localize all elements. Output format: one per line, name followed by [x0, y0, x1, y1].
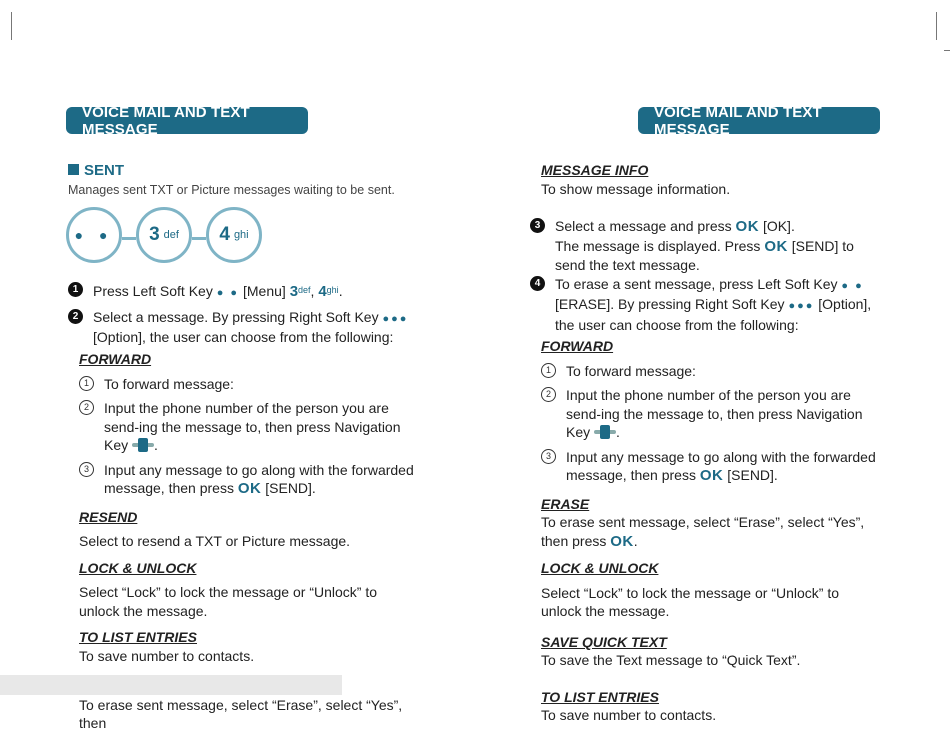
key-link [192, 237, 206, 240]
forward-item-3: 3 Input any message to go along with the forwarded message, then press OK [SEND]. [79, 461, 419, 499]
list-entries-heading: TO LIST ENTRIES [79, 629, 197, 645]
right-header-title: VOICE MAIL AND TEXT MESSAGE [654, 103, 822, 138]
resend-text: Select to resend a TXT or Picture message. [79, 533, 351, 549]
right-soft-key-icon: ●●● [382, 312, 409, 325]
save-quick-text-text: To save the Text message to “Quick Text”. [541, 652, 801, 668]
key-4-icon: 4 ghi [206, 207, 262, 263]
ok-key-icon: OK [735, 218, 760, 235]
lock-heading: LOCK & UNLOCK [541, 560, 659, 576]
right-column [541, 161, 881, 198]
ok-key-icon: OK [699, 467, 724, 484]
crop-tick [944, 50, 950, 51]
lock-text: Select “Lock” to lock the message or “Unlock” to unlock the message. [541, 584, 840, 619]
step-2: 2 Select a message. By pressing Right Soft Key ●●● [Option], the user can choose from the following: [68, 308, 418, 347]
forward-item-1: 1 To forward message: [541, 362, 881, 381]
lock-text: Select “Lock” to lock the message or “Unlock” to unlock the message. [79, 584, 378, 619]
step-4-number: 4 [530, 276, 545, 291]
message-info-text: To show message information. [541, 180, 731, 197]
step-3: 3 Select a message and press OK [OK]. The message is displayed. Press OK [SEND] to send the text message. [530, 217, 881, 275]
forward-heading: FORWARD [79, 351, 152, 367]
key-4-icon: 4 [318, 283, 327, 300]
forward-heading: FORWARD [541, 338, 614, 354]
left-intro [68, 162, 418, 199]
step-1: 1 Press Left Soft Key ● ● [Menu] $3^{def}$, $4^{ghi}$. [68, 281, 418, 303]
right-soft-key-icon: ●●● [788, 300, 815, 312]
sent-heading: SENT [68, 162, 418, 181]
list-entries-heading: TO LIST ENTRIES [541, 688, 659, 705]
forward-item-2: 2 Input the phone number of the person you are send-ing the message to, then press Navigation Key . [79, 399, 419, 455]
right-section-header [638, 103, 880, 138]
list-entries-text: To save number to contacts. [79, 647, 255, 664]
right-options [541, 337, 881, 725]
page-footer-bar [0, 675, 342, 695]
save-quick-text-heading: SAVE QUICK TEXT [541, 633, 667, 650]
message-info-heading: MESSAGE INFO [541, 162, 649, 178]
erase-heading: ERASE [541, 495, 590, 512]
step-4: 4 To erase a sent message, press Left Soft Key ● ● [ERASE]. By pressing Right Soft Key ●●● [Option], the user can choose from the following: [530, 275, 881, 335]
left-soft-key-icon: ● ● [841, 279, 864, 292]
key-3-icon: 3 [289, 283, 299, 300]
navigation-key-icon [132, 438, 154, 452]
crop-mark-left [11, 12, 12, 40]
ok-key-icon: OK [237, 480, 262, 497]
forward-item-2: 2 Input the phone number of the person you are send-ing the message to, then press Navigation Key . [541, 386, 881, 442]
navigation-key-icon [594, 425, 616, 439]
list-entries-text: To save number to contacts. [541, 707, 717, 723]
ok-key-icon: OK [764, 237, 788, 255]
left-header-title: VOICE MAIL AND TEXT MESSAGE [82, 103, 250, 138]
step-2-number: 2 [68, 309, 83, 324]
right-steps [530, 217, 881, 334]
key-3-icon: 3 def [136, 207, 192, 263]
erase-text: To erase sent message, select “Erase”, select “Yes”, then press OK. [541, 514, 865, 550]
ok-key-icon: OK [610, 532, 634, 550]
key-sequence-graphic [66, 207, 266, 269]
left-section-header [66, 103, 308, 138]
key-link [122, 237, 136, 240]
erase-text: To erase sent message, select “Erase”, select “Yes”, then [79, 696, 403, 731]
left-soft-key-icon: ● ● [66, 207, 122, 263]
square-bullet-icon [68, 164, 79, 175]
step-1-number: 1 [68, 282, 83, 297]
sent-description: Manages sent TXT or Picture messages waiting to be sent. [68, 182, 395, 197]
step-3-number: 3 [530, 218, 545, 233]
crop-mark-right [936, 12, 937, 40]
left-soft-key-icon: ● ● [216, 287, 240, 299]
forward-item-3: 3 Input any message to go along with the forwarded message, then press OK [SEND]. [541, 448, 881, 486]
resend-heading: RESEND [79, 508, 138, 525]
left-steps [68, 281, 418, 347]
lock-heading: LOCK & UNLOCK [79, 559, 197, 576]
forward-item-1: 1 To forward message: [79, 375, 419, 394]
